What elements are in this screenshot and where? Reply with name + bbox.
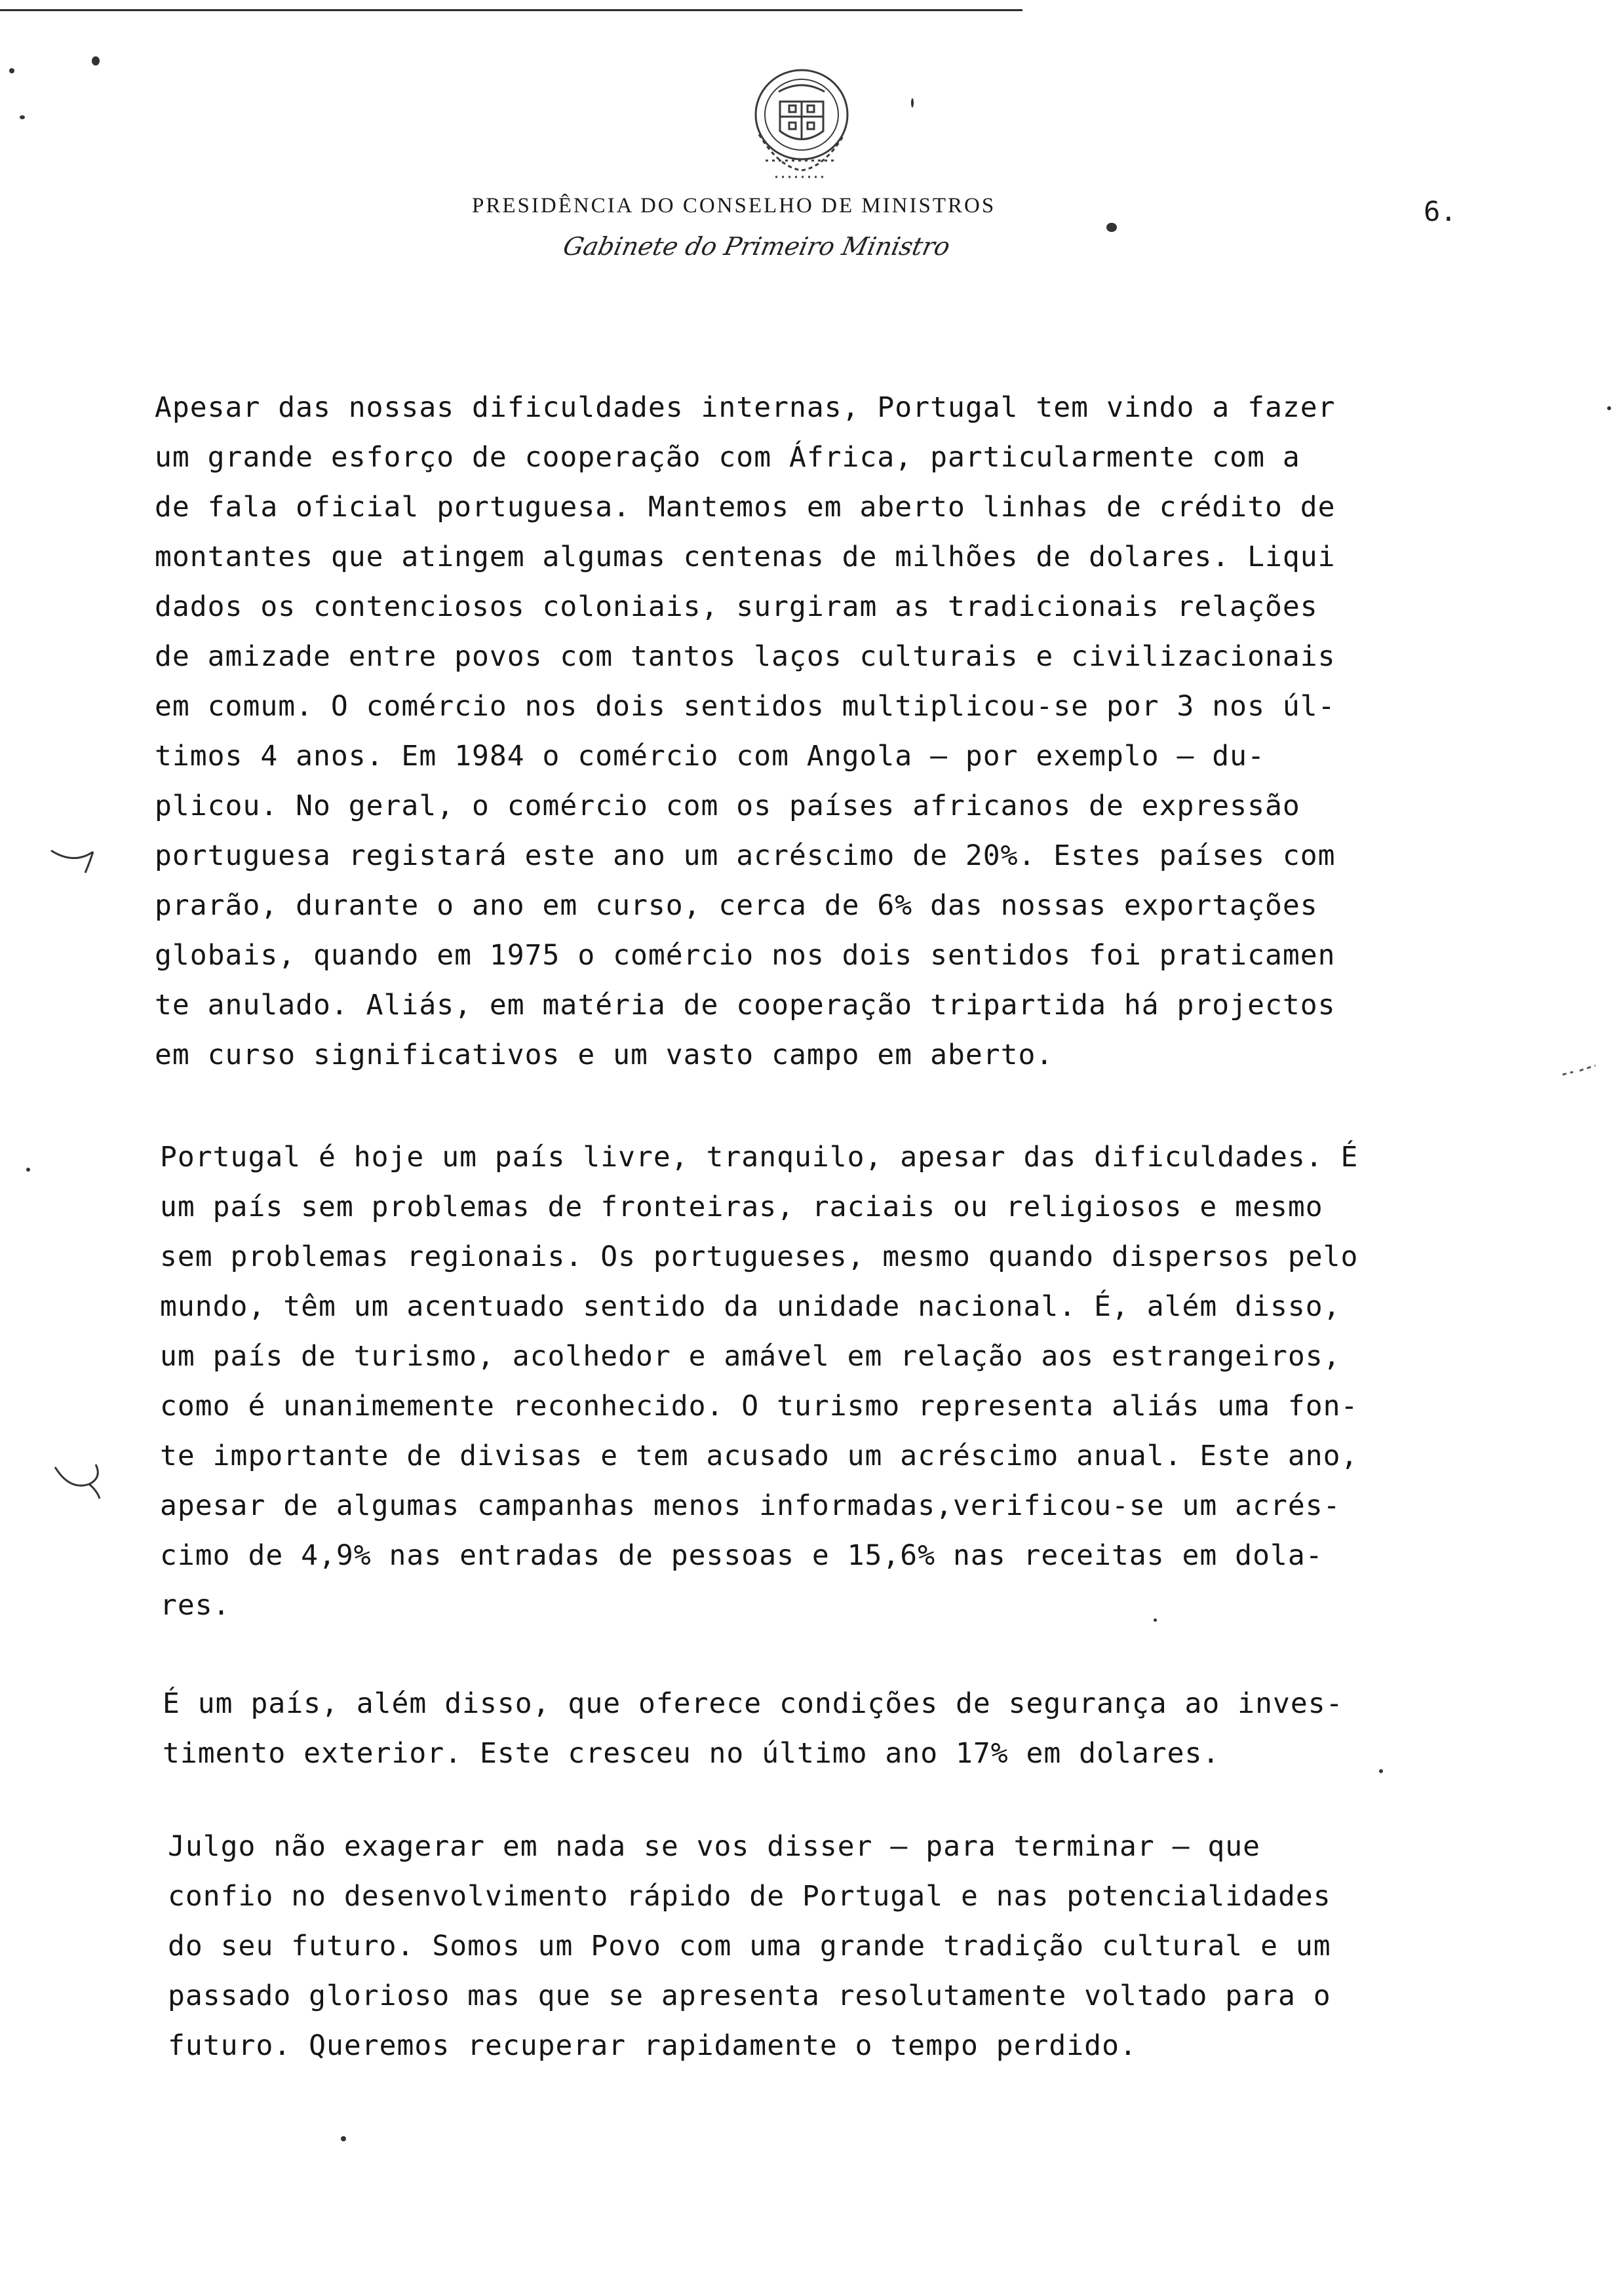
text-line: timento exterior. Este cresceu no último ano 17% em dolares. xyxy=(163,1737,1220,1770)
margin-pencil-mark xyxy=(1560,1062,1599,1081)
text-line: confio no desenvolvimento rápido de Portugal e nas potencialidades xyxy=(168,1880,1331,1913)
text-line: portuguesa registará este ano um acréscimo de 20%. Estes países com xyxy=(155,839,1336,872)
text-line: futuro. Queremos recuperar rapidamente o tempo perdido. xyxy=(168,2029,1137,2062)
coat-of-arms-seal-icon xyxy=(739,62,864,190)
text-line: dados os contenciosos coloniais, surgiram as tradicionais relações xyxy=(155,590,1318,623)
text-line: como é unanimemente reconhecido. O turismo representa aliás uma fon- xyxy=(160,1390,1359,1423)
scan-speck xyxy=(911,98,914,107)
scan-speck xyxy=(92,56,100,66)
text-line: um país de turismo, acolhedor e amável em relação aos estrangeiros, xyxy=(160,1340,1341,1373)
text-line: res. xyxy=(160,1589,231,1622)
text-line: Julgo não exagerar em nada se vos disser — para terminar — que xyxy=(168,1830,1261,1863)
text-line: em curso significativos e um vasto campo em aberto. xyxy=(155,1039,1054,1071)
paragraph-3 xyxy=(163,1679,1572,1778)
margin-pencil-mark xyxy=(50,1458,109,1504)
paragraph-1 xyxy=(155,383,1564,1080)
header-title: PRESIDÊNCIA DO CONSELHO DE MINISTROS xyxy=(472,194,996,218)
text-line: prarão, durante o ano em curso, cerca de 6% das nossas exportações xyxy=(155,889,1318,922)
text-line: te importante de divisas e tem acusado um acréscimo anual. Este ano, xyxy=(160,1440,1359,1472)
text-line: em comum. O comércio nos dois sentidos multiplicou-se por 3 nos úl- xyxy=(155,690,1336,723)
paragraph-2 xyxy=(160,1132,1569,1630)
page-number: 6. xyxy=(1424,195,1457,227)
text-line: do seu futuro. Somos um Povo com uma grande tradição cultural e um xyxy=(168,1930,1331,1962)
text-line: de fala oficial portuguesa. Mantemos em aberto linhas de crédito de xyxy=(155,491,1336,524)
text-line: Portugal é hoje um país livre, tranquilo, apesar das dificuldades. É xyxy=(160,1141,1359,1174)
top-rule xyxy=(0,9,1022,11)
text-line: montantes que atingem algumas centenas de milhões de dolares. Liqui xyxy=(155,541,1336,573)
text-line: Apesar das nossas dificuldades internas, Portugal tem vindo a fazer xyxy=(155,391,1336,424)
scan-speck xyxy=(20,115,25,119)
text-line: te anulado. Aliás, em matéria de cooperação tripartida há projectos xyxy=(155,989,1336,1022)
text-line: um grande esforço de cooperação com África, particularmente com a xyxy=(155,441,1300,474)
text-line: apesar de algumas campanhas menos informadas,verificou-se um acrés- xyxy=(160,1489,1341,1522)
text-line: sem problemas regionais. Os portugueses, mesmo quando dispersos pelo xyxy=(160,1240,1359,1273)
text-line: plicou. No geral, o comércio com os países africanos de expressão xyxy=(155,790,1300,822)
scan-speck xyxy=(1106,223,1117,232)
paragraph-4 xyxy=(168,1822,1577,2071)
text-line: de amizade entre povos com tantos laços culturais e civilizacionais xyxy=(155,640,1336,673)
margin-pencil-mark xyxy=(47,839,100,878)
text-line: mundo, têm um acentuado sentido da unidade nacional. É, além disso, xyxy=(160,1290,1341,1323)
scan-speck xyxy=(26,1168,30,1172)
scan-speck xyxy=(1154,1618,1157,1622)
text-line: timos 4 anos. Em 1984 o comércio com Angola — por exemplo — du- xyxy=(155,740,1265,773)
text-line: globais, quando em 1975 o comércio nos dois sentidos foi praticamen xyxy=(155,939,1336,972)
header-subtitle: Gabinete do Primeiro Ministro xyxy=(560,232,953,261)
scan-speck xyxy=(1607,406,1611,410)
scan-speck xyxy=(1379,1769,1383,1773)
scan-speck xyxy=(9,68,14,73)
text-line: passado glorioso mas que se apresenta resolutamente voltado para o xyxy=(168,1980,1331,2012)
text-line: cimo de 4,9% nas entradas de pessoas e 15,6% nas receitas em dola- xyxy=(160,1539,1323,1572)
text-line: um país sem problemas de fronteiras, raciais ou religiosos e mesmo xyxy=(160,1191,1323,1223)
scan-speck xyxy=(341,2136,346,2141)
text-line: É um país, além disso, que oferece condições de segurança ao inves- xyxy=(163,1687,1344,1720)
